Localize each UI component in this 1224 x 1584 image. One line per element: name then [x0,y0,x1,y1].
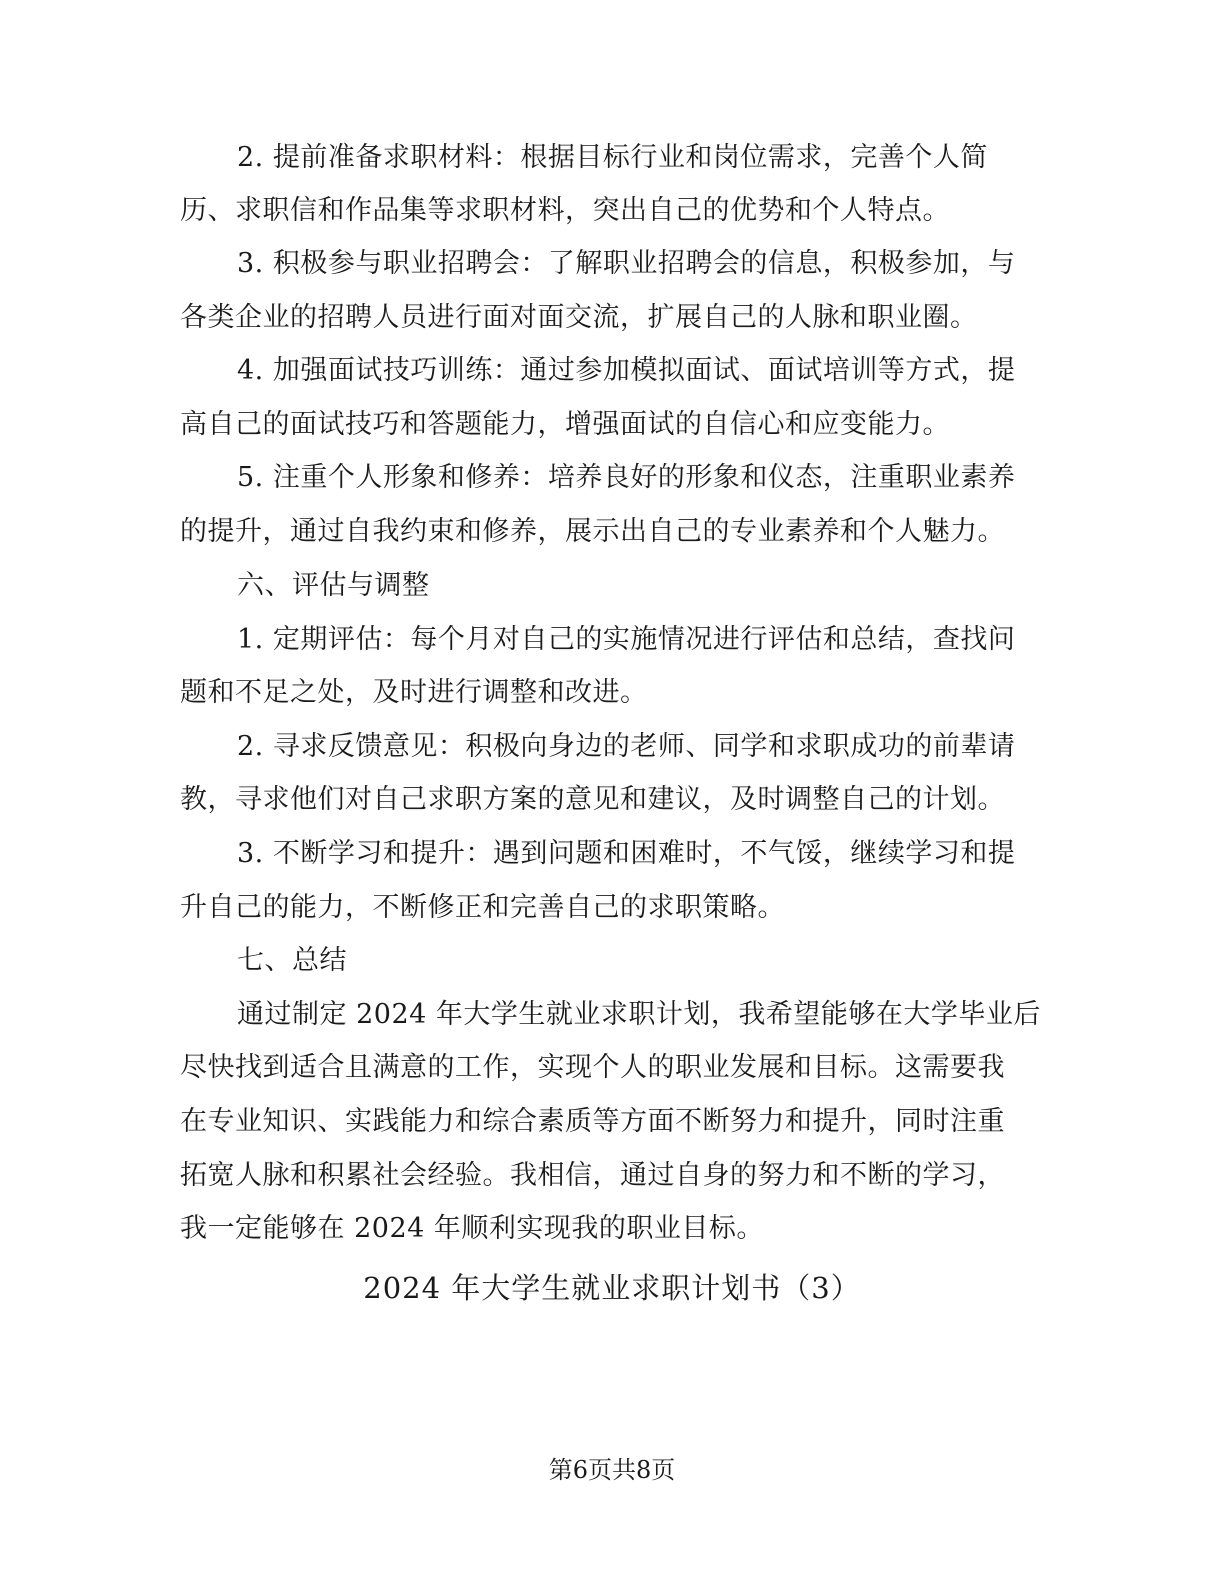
paragraph-line: 3. 不断学习和提升：遇到问题和困难时，不气馁，继续学习和提 [237,838,1016,869]
paragraph-line: 各类企业的招聘人员进行面对面交流，扩展自己的人脉和职业圈。 [180,302,978,333]
section-heading: 七、总结 [237,945,347,976]
paragraph-line: 1. 定期评估：每个月对自己的实施情况进行评估和总结，查找问 [237,624,1016,655]
paragraph-line: 我一定能够在 2024 年顺利实现我的职业目标。 [180,1213,764,1244]
paragraph-line: 通过制定 2024 年大学生就业求职计划，我希望能够在大学毕业后 [237,999,1041,1030]
section-heading: 六、评估与调整 [237,570,430,601]
paragraph-line: 3. 积极参与职业招聘会：了解职业招聘会的信息，积极参加，与 [237,248,1016,279]
paragraph-line: 题和不足之处，及时进行调整和改进。 [180,677,648,708]
paragraph-line: 2. 提前准备求职材料：根据目标行业和岗位需求，完善个人简 [237,142,988,173]
page-footer: 第6页共8页 [548,1456,676,1484]
document-title: 2024 年大学生就业求职计划书（3） [363,1271,861,1305]
paragraph-line: 5. 注重个人形象和修养：培养良好的形象和仪态，注重职业素养 [237,462,1016,493]
paragraph-line: 升自己的能力，不断修正和完善自己的求职策略。 [180,892,785,923]
paragraph-line: 历、求职信和作品集等求职材料，突出自己的优势和个人特点。 [180,195,950,226]
paragraph-line: 在专业知识、实践能力和综合素质等方面不断努力和提升，同时注重 [180,1106,1005,1137]
paragraph-line: 拓宽人脉和积累社会经验。我相信，通过自身的努力和不断的学习， [180,1160,1005,1191]
paragraph-line: 4. 加强面试技巧训练：通过参加模拟面试、面试培训等方式，提 [237,355,1016,386]
paragraph-line: 教，寻求他们对自己求职方案的意见和建议，及时调整自己的计划。 [180,784,1005,815]
paragraph-line: 的提升，通过自我约束和修养，展示出自己的专业素养和个人魅力。 [180,516,1005,547]
paragraph-line: 高自己的面试技巧和答题能力，增强面试的自信心和应变能力。 [180,409,950,440]
paragraph-line: 2. 寻求反馈意见：积极向身边的老师、同学和求职成功的前辈请 [237,731,1016,762]
paragraph-line: 尽快找到适合且满意的工作，实现个人的职业发展和目标。这需要我 [180,1052,1005,1083]
